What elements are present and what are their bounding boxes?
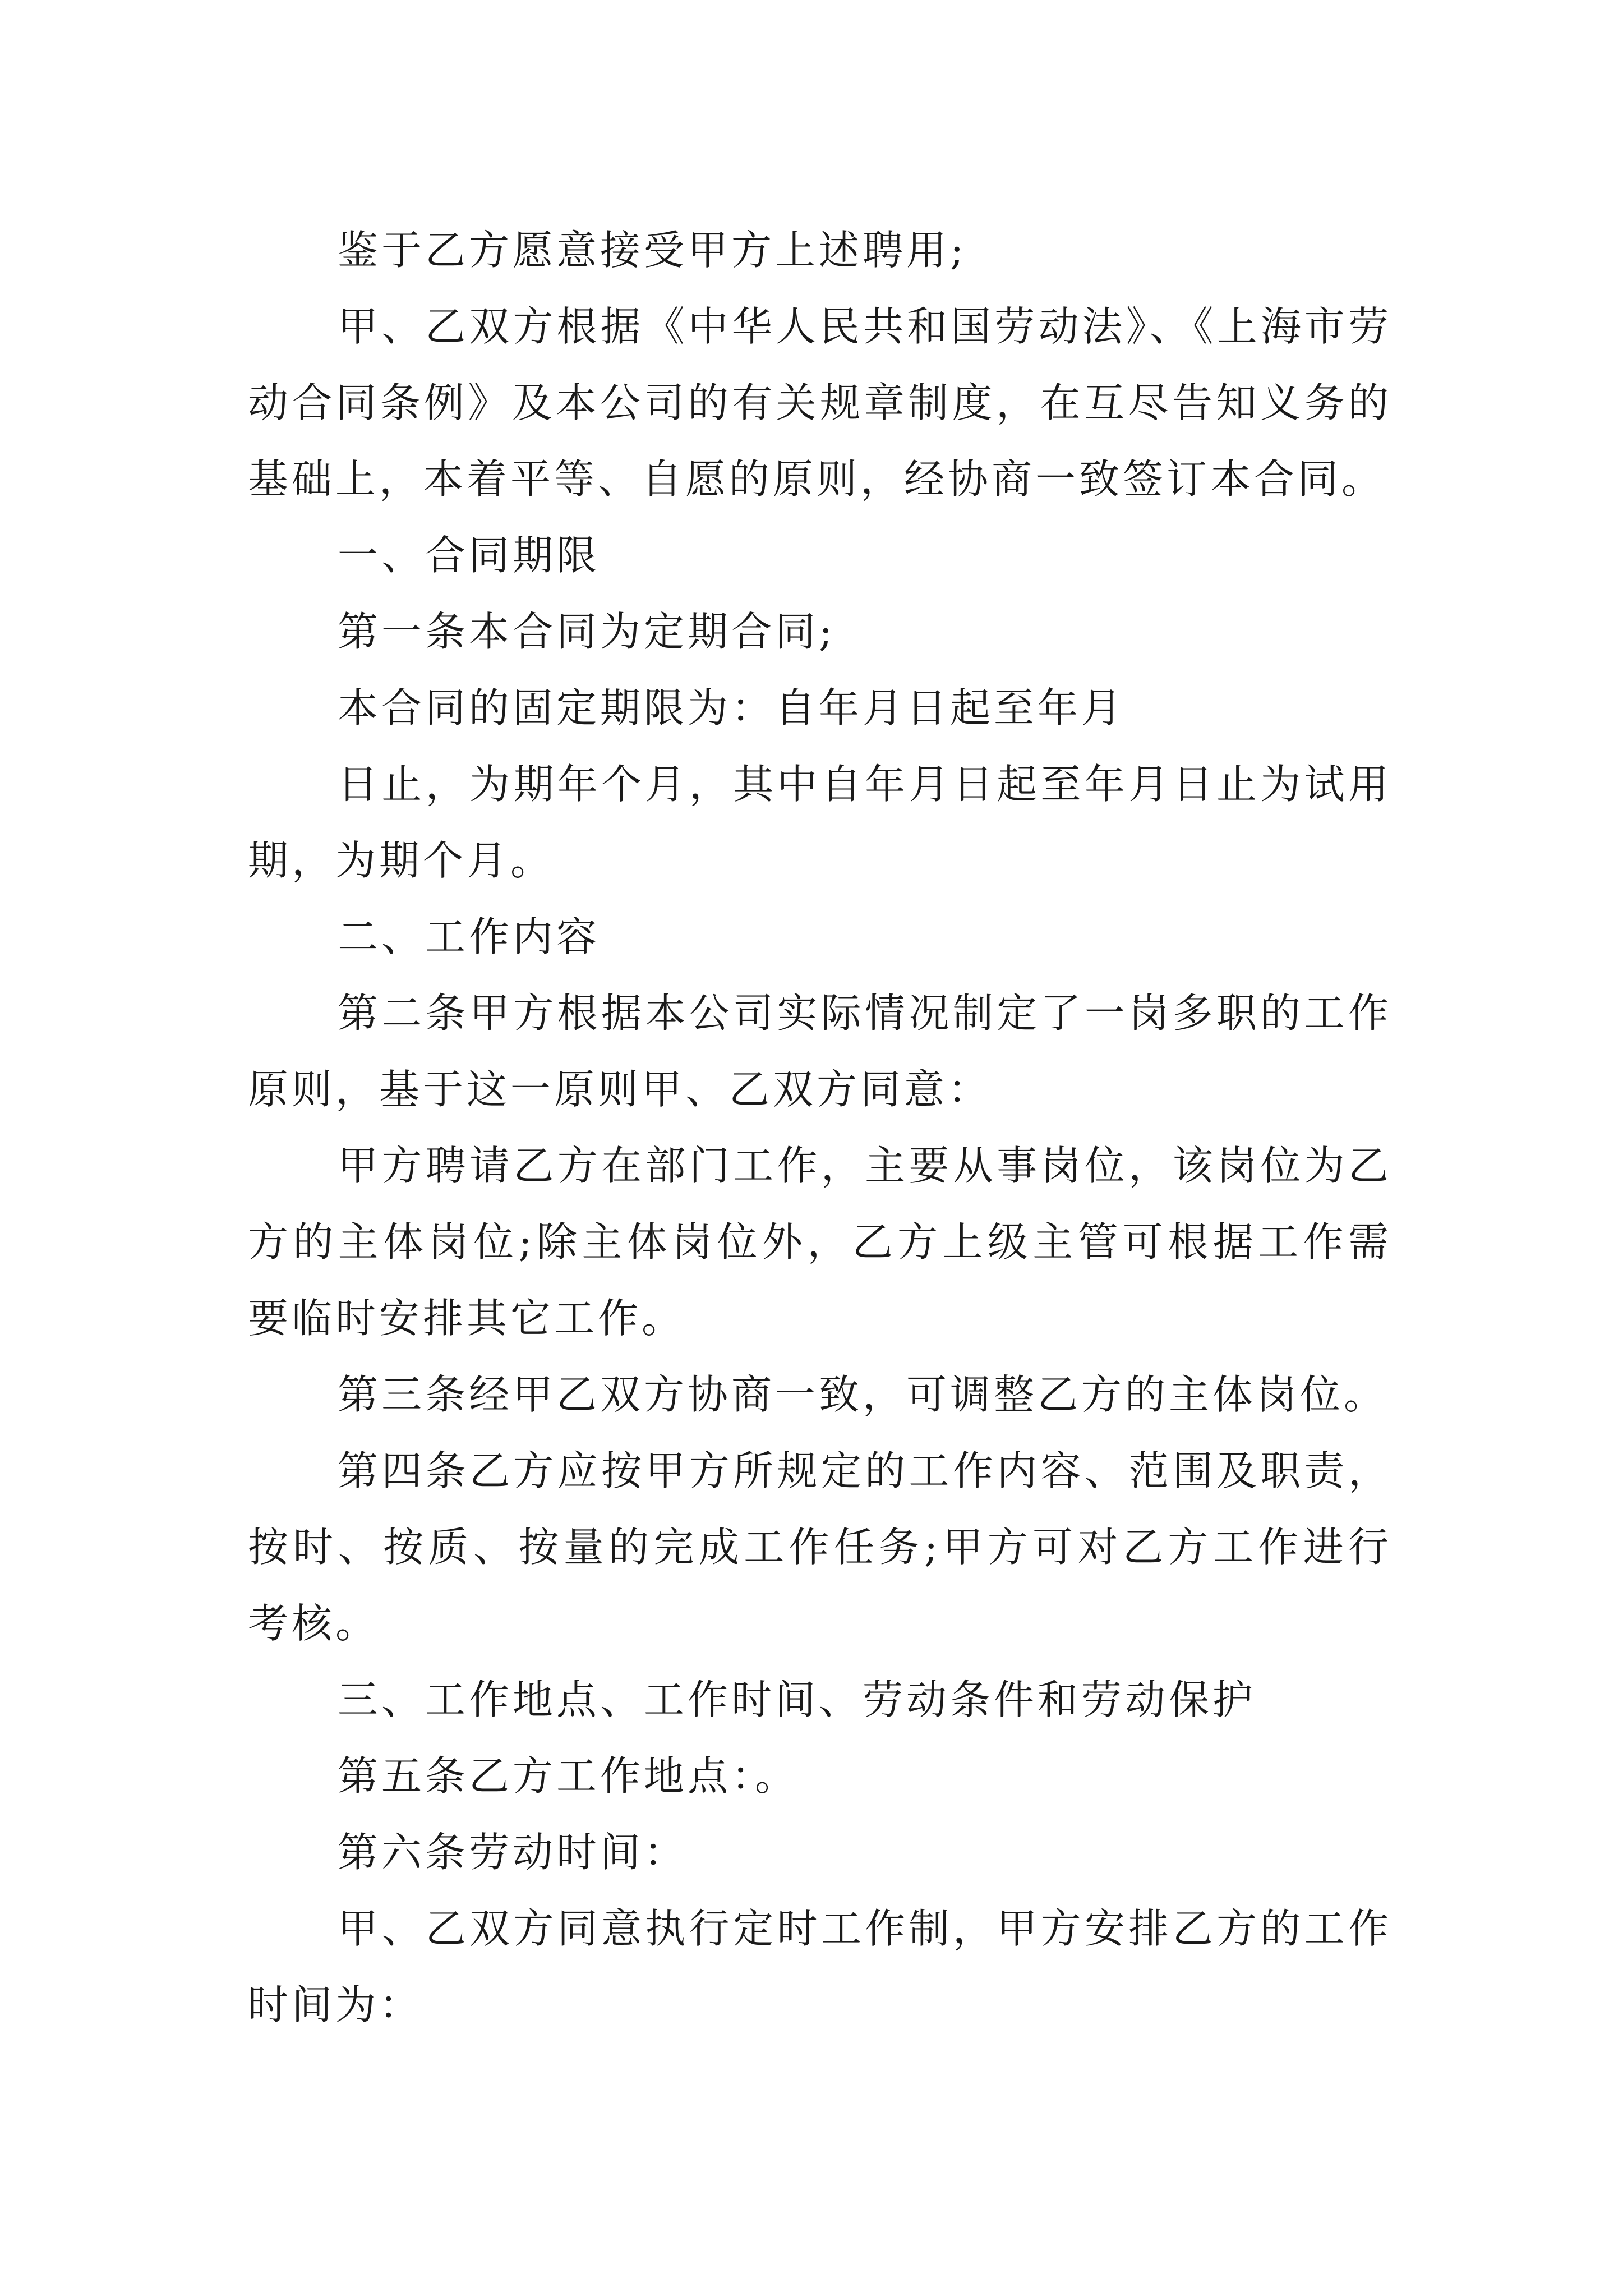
document-body — [248, 212, 1392, 2043]
paragraph-legal-basis: 甲、乙双方根据《中华人民共和国劳动法》、《上海市劳动合同条例》及本公司的有关规章制度，在互尽告知义务的基础上，本着平等、自愿的原则，经协商一致签订本合同。 — [248, 303, 1392, 503]
article-6: 第六条劳动时间： — [338, 1829, 688, 1876]
paragraph-acceptance: 鉴于乙方愿意接受甲方上述聘用; — [338, 227, 967, 274]
article-4: 第四条乙方应按甲方所规定的工作内容、范围及职责，按时、按质、按量的完成工作任务;甲方可对乙方工作进行考核。 — [248, 1447, 1392, 1647]
paragraph-fixed-term: 本合同的固定期限为：自年月日起至年月 — [338, 684, 1126, 731]
paragraph-probation: 日止，为期年个月，其中自年月日起至年月日止为试用期，为期个月。 — [248, 761, 1392, 884]
article-2: 第二条甲方根据本公司实际情况制定了一岗多职的工作原则，基于这一原则甲、乙双方同意： — [248, 990, 1392, 1113]
section-heading-workplace: 三、工作地点、工作时间、劳动条件和劳动保护 — [338, 1676, 1257, 1723]
article-5: 第五条乙方工作地点：。 — [338, 1752, 799, 1800]
section-heading-work-content: 二、工作内容 — [338, 913, 601, 960]
section-heading-term: 一、合同期限 — [338, 532, 601, 579]
paragraph-position: 甲方聘请乙方在部门工作，主要从事岗位，该岗位为乙方的主体岗位;除主体岗位外，乙方上级主管可根据工作需要临时安排其它工作。 — [248, 1142, 1392, 1342]
paragraph-working-hours: 甲、乙双方同意执行定时工作制，甲方安排乙方的工作时间为： — [248, 1905, 1392, 2028]
article-3: 第三条经甲乙双方协商一致，可调整乙方的主体岗位。 — [338, 1371, 1388, 1418]
article-1: 第一条本合同为定期合同; — [338, 608, 836, 655]
